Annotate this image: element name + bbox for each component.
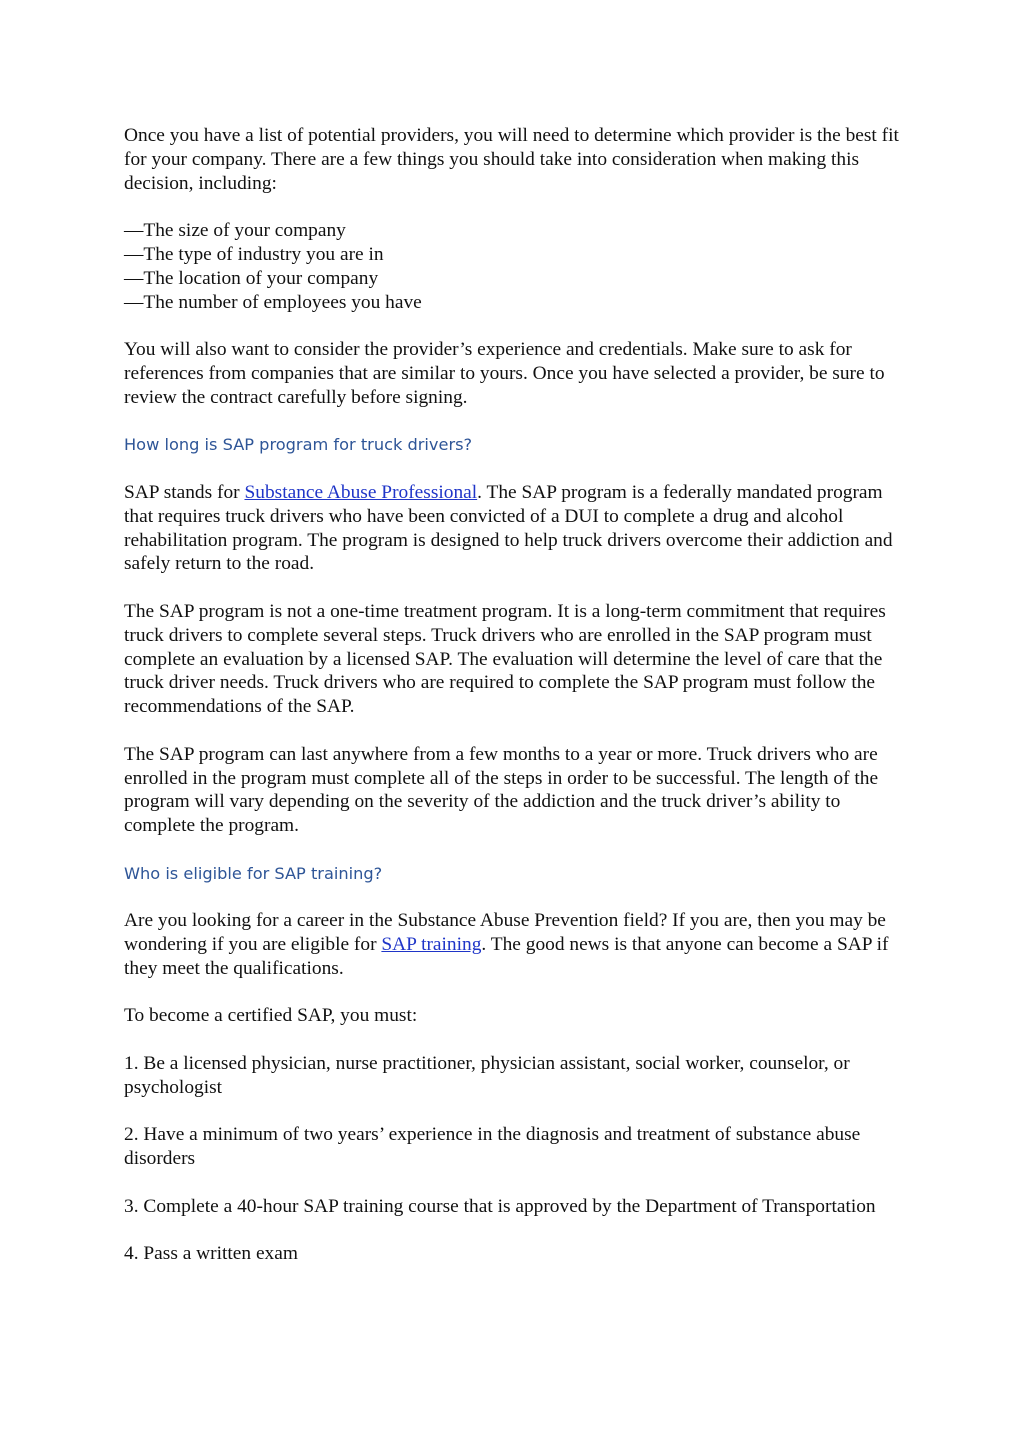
sap-training-link[interactable]: SAP training bbox=[381, 934, 482, 956]
paragraph-text: . The SAP program is a federally mandated program that requires truck drivers who have been convicted of a DUI to complete a drug and alcohol rehabilitation program. The program is designed to help truck drivers overcome their addiction and safely return to the road. bbox=[124, 481, 893, 575]
requirement-item: 3. Complete a 40-hour SAP training course that is approved by the Department of Transportation bbox=[124, 1195, 876, 1217]
closing-paragraph: You will also want to consider the provider’s experience and credentials. Make sure to ask for references from companies that are similar to yours. Once you have selected a provider, be sure to review the contract carefully before signing. bbox=[124, 339, 885, 408]
requirement-item: 4. Pass a written exam bbox=[124, 1243, 298, 1265]
intro-paragraph: Once you have a list of potential providers, you will need to determine which provider is the best fit for your company. There are a few things you should take into consideration when making this decision, including: bbox=[124, 125, 899, 194]
section-heading-program-length: How long is SAP program for truck drivers? bbox=[124, 435, 473, 455]
paragraph-text: . The good news is that anyone can become a SAP if they meet the qualifications. bbox=[124, 934, 889, 979]
list-item: —The type of industry you are in bbox=[124, 243, 384, 265]
section-heading-eligibility: Who is eligible for SAP training? bbox=[124, 863, 383, 883]
program-duration-paragraph: The SAP program can last anywhere from a few months to a year or more. Truck drivers who are enrolled in the program must complete all of the steps in order to be successful. The length of the program will vary depending on the severity of the addiction and the truck driver’s ability to complete the program. bbox=[124, 743, 879, 837]
list-item: —The number of employees you have bbox=[124, 291, 422, 313]
program-steps-paragraph: The SAP program is not a one-time treatment program. It is a long-term commitment that requires truck drivers to complete several steps. Truck drivers who are enrolled in the SAP program must complete an evaluation by a licensed SAP. The evaluation will determine the level of care that the truck driver needs. Truck drivers who are required to complete the SAP program must follow the recommendations of the SAP. bbox=[124, 600, 886, 718]
sap-definition-paragraph bbox=[124, 481, 914, 576]
list-item: —The location of your company bbox=[124, 267, 379, 289]
eligibility-intro-paragraph bbox=[124, 909, 914, 980]
considerations-list bbox=[124, 219, 914, 314]
requirement-item: 1. Be a licensed physician, nurse practitioner, physician assistant, social worker, counselor, or psychologist bbox=[124, 1053, 850, 1098]
certification-lead-paragraph: To become a certified SAP, you must: bbox=[124, 1005, 418, 1027]
document-page bbox=[124, 124, 914, 1290]
paragraph-text: Are you looking for a career in the Substance Abuse Prevention field? If you are, then you may be wondering if you are eligible for bbox=[124, 910, 886, 956]
list-item: —The size of your company bbox=[124, 220, 346, 242]
requirement-item: 2. Have a minimum of two years’ experience in the diagnosis and treatment of substance abuse disorders bbox=[124, 1124, 861, 1170]
substance-abuse-professional-link[interactable]: Substance Abuse Professional bbox=[244, 481, 478, 503]
paragraph-text: SAP stands for bbox=[124, 481, 245, 503]
